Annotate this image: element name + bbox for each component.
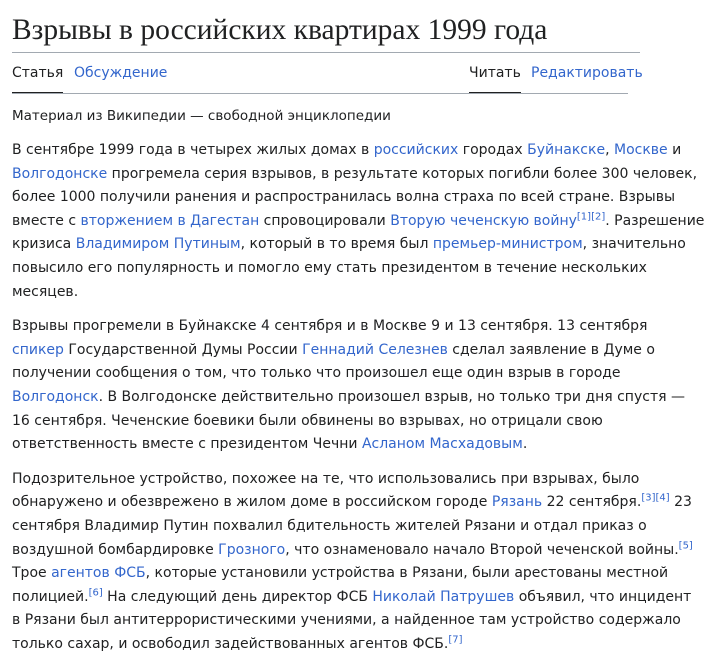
link-buynaksk[interactable]: Буйнакске [527, 142, 606, 158]
text: , что ознаменовало начало Второй чеченской войны. [285, 541, 679, 558]
text: месяцев. [12, 283, 79, 300]
link-russian[interactable]: российских [373, 142, 459, 158]
paragraph-1 [12, 139, 704, 304]
reference-3-4[interactable]: [3][4] [641, 492, 670, 504]
text: спровоцировали [259, 212, 391, 229]
text: прогремела серия взрывов, в результате которых погибли более 300 человек, [107, 165, 698, 182]
link-seleznev[interactable]: Геннадий Селезнев [302, 341, 448, 358]
text: сентября Владимир Путин похвалил бдительность жителей Рязани и отдал приказ о [12, 517, 647, 534]
tab-edit[interactable]: Редактировать [531, 65, 643, 81]
text: Взрывы прогремели в Буйнакске 4 сентября и в Москве 9 и 13 сентября. 13 сентября [12, 318, 648, 335]
link-putin[interactable]: Владимиром Путиным [75, 236, 241, 253]
text: полицией. [12, 588, 89, 605]
link-speaker[interactable]: спикер [12, 341, 64, 358]
text: в Рязани был антитеррористическими учениями, а найденное там устройство содержало [12, 612, 681, 629]
link-moscow[interactable]: Москве [613, 142, 668, 158]
text: сделал заявление в Думе о [447, 341, 655, 358]
page-title: Взрывы в российских квартирах 1999 года [12, 14, 548, 46]
text: и [667, 142, 682, 158]
link-patrushev[interactable]: Николай Патрушев [372, 588, 515, 605]
text: , [605, 142, 614, 158]
link-maskhadov[interactable]: Асланом Масхадовым [361, 436, 523, 453]
text: только сахар, и освободил задействованных агентов ФСБ. [12, 635, 449, 652]
text: Государственной Думы России [63, 341, 303, 358]
article-body [12, 139, 704, 656]
tabs-divider [12, 93, 628, 94]
link-volgodonsk-2[interactable]: Волгодонск [12, 388, 99, 405]
text: городах [458, 142, 528, 158]
text: , которые установили устройства в Рязани, были арестованы местной [145, 565, 669, 582]
link-fsb-agents[interactable]: агентов ФСБ [51, 565, 146, 582]
reference-7[interactable]: [7] [448, 634, 463, 646]
site-subtitle: Материал из Википедии — свободной энциклопедии [12, 108, 391, 124]
text: . Разрешение [605, 212, 704, 229]
text: 22 сентября. [542, 494, 642, 511]
text: . В Волгодонске действительно произошел взрыв, но только три дня спустя — [98, 388, 685, 405]
tab-article[interactable]: Статья [12, 65, 63, 94]
link-second-chechen-war[interactable]: Вторую чеченскую войну [390, 212, 577, 229]
text: получении сообщения о том, что только что произошел еще один взрыв в городе [12, 365, 621, 382]
reference-6[interactable]: [6] [88, 587, 103, 599]
text: . [522, 436, 528, 453]
tab-talk[interactable]: Обсуждение [74, 65, 168, 81]
text: 23 [669, 494, 692, 511]
link-dagestan-invasion[interactable]: вторжением в Дагестан [80, 212, 260, 229]
text: кризиса [12, 236, 76, 253]
link-grozny[interactable]: Грозного [218, 541, 286, 558]
text: , значительно [582, 236, 686, 253]
text: повысило его популярность и помогло ему стать президентом в течение нескольких [12, 259, 647, 276]
link-ryazan[interactable]: Рязань [491, 494, 543, 511]
link-prime-minister[interactable]: премьер-министром [432, 236, 583, 253]
text: Подозрительное устройство, похожее на те, что использовались при взрывах, было [12, 470, 640, 487]
text: 16 сентября. Чеченские боевики были обвинены во взрывах, но отрицали свою [12, 412, 603, 429]
text: ответственность вместе с президентом Чечни [12, 436, 362, 453]
text: более 1000 получили ранения и распространилась волна страха по всей стране. Взрывы [12, 189, 676, 206]
link-volgodonsk[interactable]: Волгодонске [12, 165, 108, 182]
text: , который в то время был [240, 236, 433, 253]
reference-5[interactable]: [5] [678, 539, 693, 551]
text: воздушной бомбардировке [12, 541, 219, 558]
text: обнаружено и обезврежено в жилом доме в российском городе [12, 494, 492, 511]
text: В сентябре 1999 года в четырех жилых домах в [12, 142, 374, 158]
reference-1-2[interactable]: [1][2] [576, 211, 606, 223]
text: Трое [12, 565, 52, 582]
text: вместе с [12, 212, 81, 229]
text: На следующий день директор ФСБ [102, 588, 373, 605]
paragraph-3 [12, 468, 693, 656]
tab-read[interactable]: Читать [469, 65, 521, 94]
page-tabs [12, 53, 643, 94]
paragraph-2 [12, 315, 685, 457]
text: объявил, что инцидент [514, 588, 692, 605]
